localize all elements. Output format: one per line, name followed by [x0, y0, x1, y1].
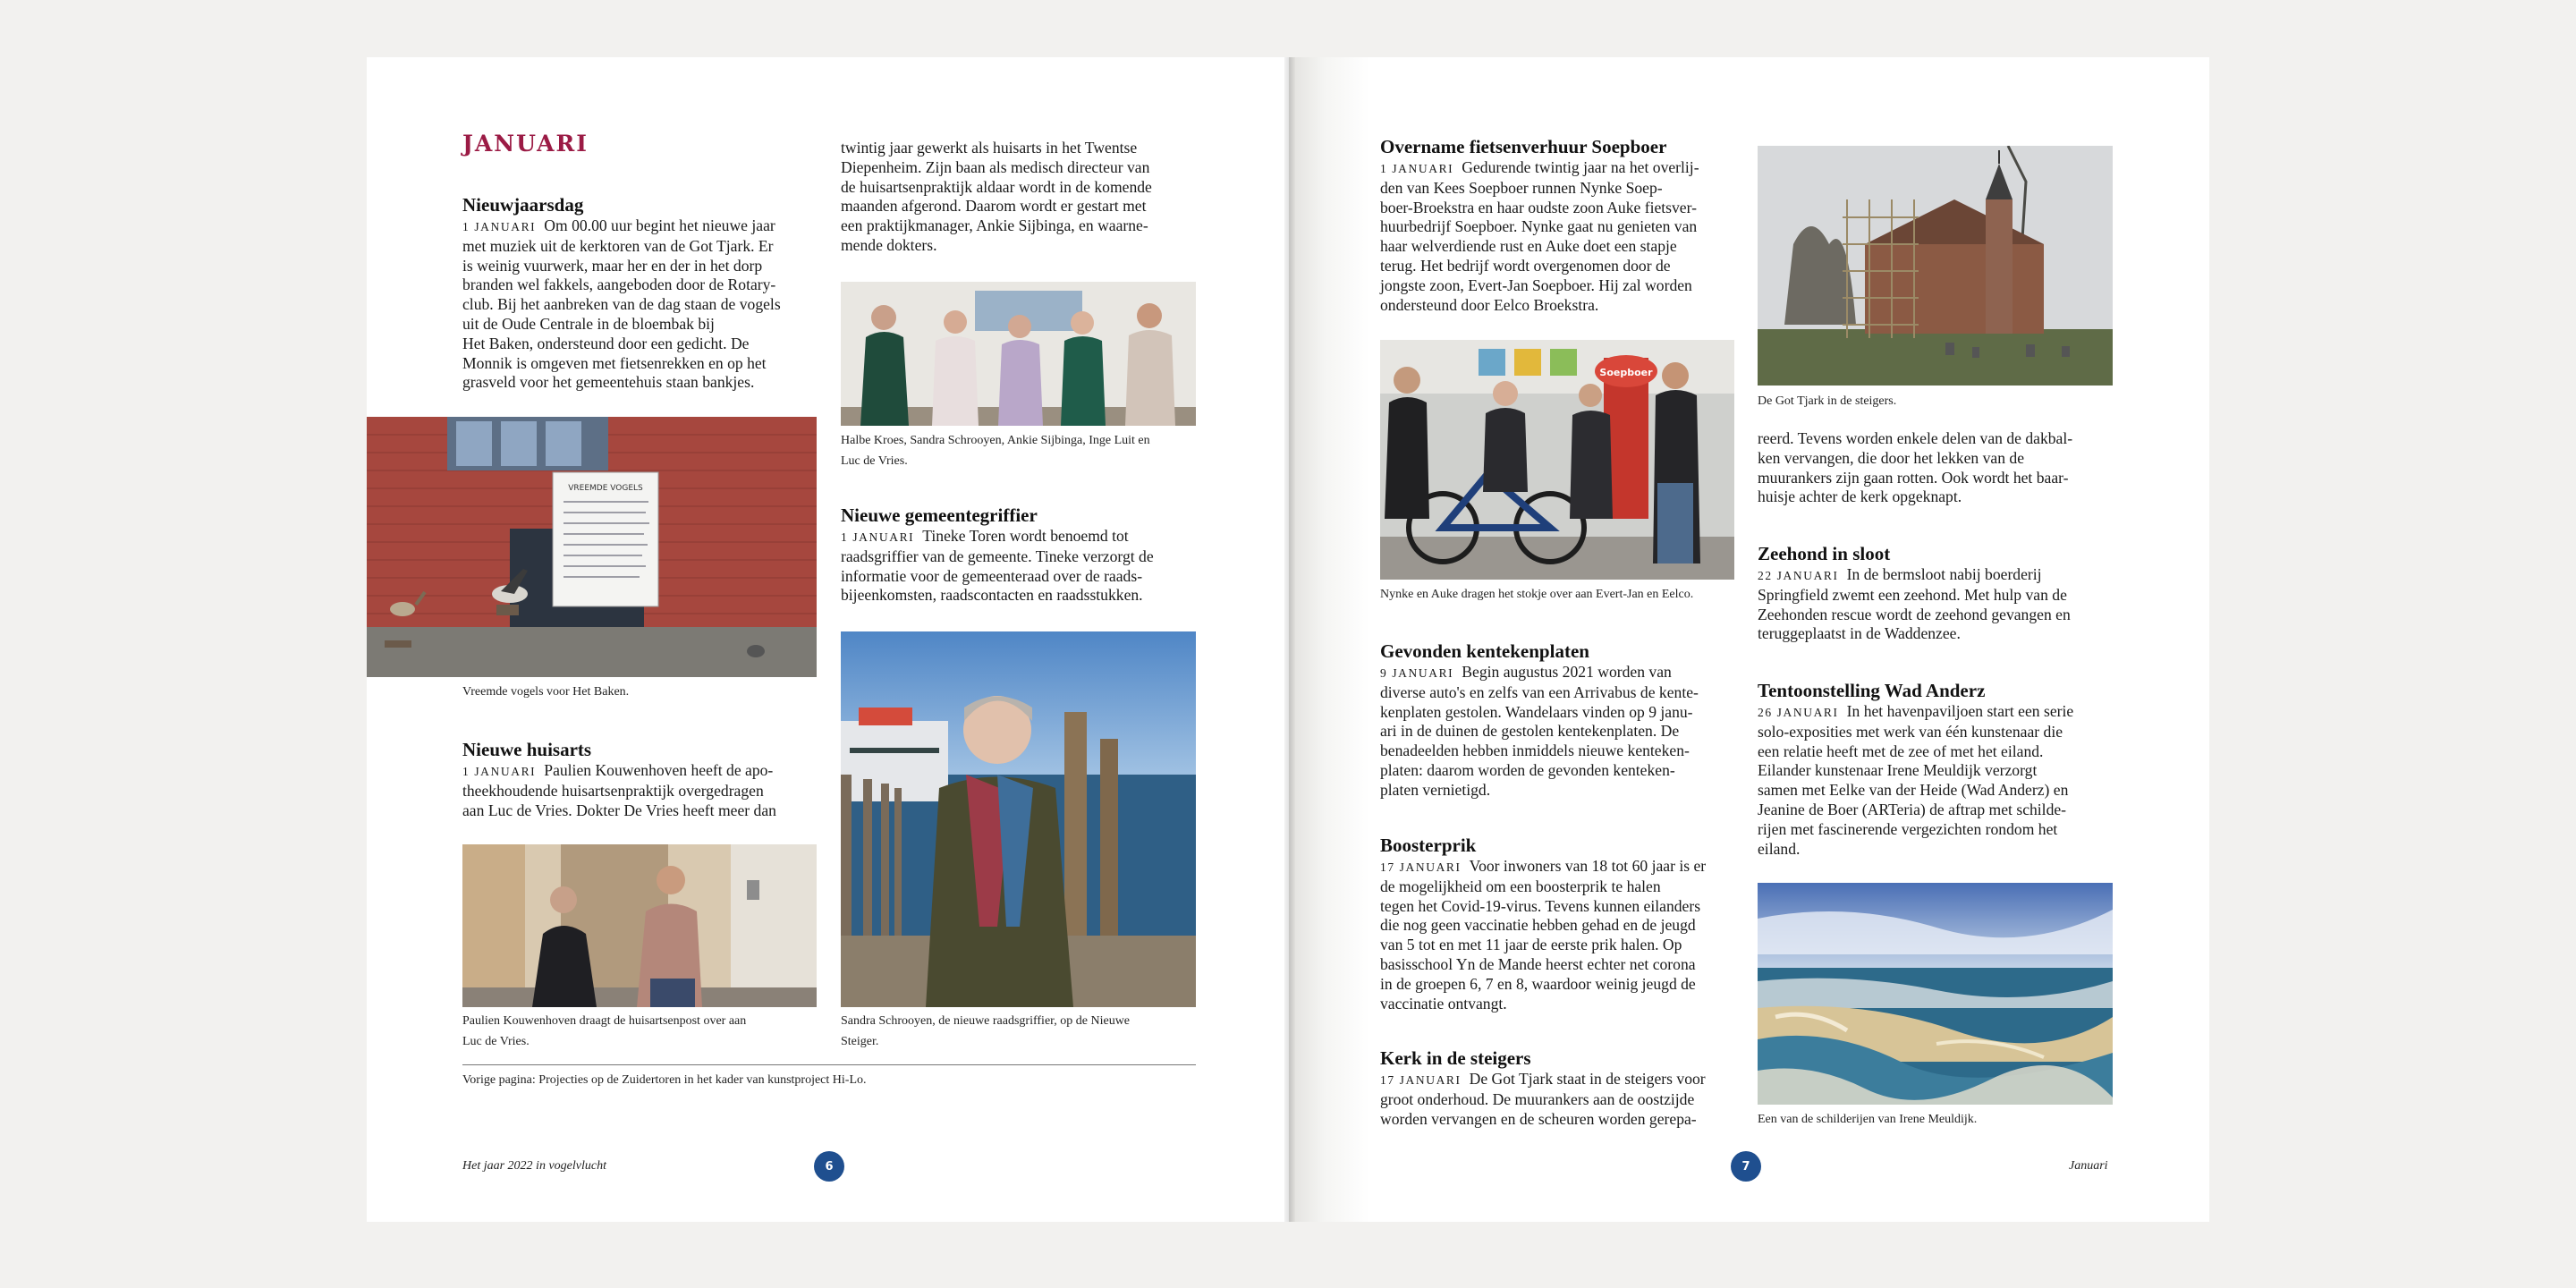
article-gemeentegriffier: [841, 504, 1199, 606]
article-body: 17 JANUARI De Got Tjark staat in de steigers voor groot onderhoud. De muurankers aan de oostzijde worden vervangen en de scheuren worden gerepa-: [1380, 1070, 1706, 1128]
photo-nieuwe-steiger: [841, 631, 1196, 1007]
divider-rule: [462, 1064, 1196, 1065]
article-title: Tentoonstelling Wad Anderz: [1758, 680, 1986, 701]
article-title: Boosterprik: [1380, 835, 1477, 856]
article-nieuwe-huisarts: [462, 738, 820, 820]
photo-vreemde-vogels: [367, 417, 817, 677]
photo-fietsenverhuur: [1380, 340, 1734, 580]
article-date: 9 JANUARI: [1380, 666, 1454, 680]
article-kentekenplaten: [1380, 640, 1742, 801]
article-date: 26 JANUARI: [1758, 706, 1839, 719]
book-spine: [1284, 57, 1295, 1222]
caption-overdracht: Paulien Kouwenhoven draagt de huisartsenpost over aan Luc de Vries.: [462, 1014, 747, 1048]
article-body: 1 JANUARI Paulien Kouwenhoven heeft de apo- theekhoudende huisartsenpraktijk overgedragen aan Luc de Vries. Dokter De Vries heeft meer dan: [462, 761, 776, 819]
caption-nieuwe-steiger: Sandra Schrooyen, de nieuwe raadsgriffier, op de Nieuwe Steiger.: [841, 1014, 1131, 1048]
article-title: Zeehond in sloot: [1758, 543, 1891, 564]
soepboer-sign-text: Soepboer: [1599, 367, 1653, 378]
footer-month: Januari: [2069, 1159, 2108, 1173]
article-kerk-steigers: [1380, 1046, 1742, 1129]
article-date: 22 JANUARI: [1758, 569, 1839, 582]
article-date: 17 JANUARI: [1380, 860, 1462, 874]
article-date: 1 JANUARI: [462, 765, 537, 778]
footer-book-title: Het jaar 2022 in vogelvlucht: [462, 1159, 606, 1173]
article-zeehond: [1758, 542, 2120, 644]
photo-overdracht: [462, 844, 817, 1007]
article-kerk-continuation: reerd. Tevens worden enkele delen van de dakbal- ken vervangen, die door het lekken van de muurankers zijn gaan rotten. Ook wordt het baar- huisje achter de kerk opgeknapt.: [1758, 429, 2073, 506]
article-body: 26 JANUARI In het havenpaviljoen start een serie solo-exposities met werk van één kunstenaar die een relatie heeft met de zee of met het eiland. Eilander kunstenaar Irene Meuldijk verzorgt samen met Eelke van der Heide (Wad Anderz) en Jeanine de Boer (ARTeria) de aftrap met schilde- rijen met fascinerende vergezichten rondom het eiland.: [1758, 702, 2074, 858]
article-soepboer: [1380, 135, 1742, 315]
article-huisarts-continuation: twintig jaar gewerkt als huisarts in het Twentse Diepenheim. Zijn baan als medisch directeur van de huisartsenpraktijk aldaar wordt in de komende maanden afgerond. Daarom wordt er gestart met een praktijkmanager, Ankie Sijbinga, en waarne- mende dokters.: [841, 139, 1152, 254]
article-date: 1 JANUARI: [462, 220, 537, 233]
article-body: 1 JANUARI Tineke Toren wordt benoemd tot raadsgriffier van de gemeente. Tineke verzorgt de informatie voor de gemeenteraad over de raads- bijeenkomsten, raadscontacten en raadsstukken.: [841, 527, 1154, 605]
article-body: 22 JANUARI In de bermsloot nabij boerderij Springfield zwemt een zeehond. Met hulp van de Zeehonden rescue wordt de zeehond gevangen en teruggeplaatst in de Waddenzee.: [1758, 565, 2071, 643]
article-date: 1 JANUARI: [1380, 162, 1454, 175]
photo-schilderij: [1758, 883, 2113, 1105]
photo-kerk: [1758, 146, 2113, 386]
page-number-left: 6: [814, 1151, 844, 1182]
article-body: 17 JANUARI Voor inwoners van 18 tot 60 jaar is er de mogelijkheid om een boosterprik te halen tegen het Covid-19-virus. Tevens kunnen eilanders die nog geen vaccinatie hebben gehad en de jeugd van 5 tot en met 11 jaar de eerste prik halen. Op basisschool Yn de Mande heerst echter net corona in de groepen 6, 7 en 8, waardoor weinig jeugd de vaccinatie ontvangt.: [1380, 857, 1707, 1013]
article-body: 1 JANUARI Om 00.00 uur begint het nieuwe jaar met muziek uit de kerktoren van de Got Tjark. Er is weinig vuurwerk, maar her en der in het dorp branden wel fakkels, aangeboden door de Rotary- club. Bij het aanbreken van de dag staan de vogels uit de Oude Centrale in de bloembak bij Het Baken, ondersteund door een gedicht. De Monnik is omgeven met fietsenrekken en op het grasveld voor het gemeentehuis staan bankjes.: [462, 216, 781, 392]
caption-vreemde-vogels: Vreemde vogels voor Het Baken.: [462, 685, 630, 699]
previous-page-note: Vorige pagina: Projecties op de Zuidertoren in het kader van kunstproject Hi-Lo.: [462, 1073, 867, 1087]
article-title: Nieuwe gemeentegriffier: [841, 504, 1038, 526]
article-wad-anderz: [1758, 679, 2120, 859]
article-boosterprik: [1380, 834, 1742, 1013]
page-number-right: 7: [1731, 1151, 1761, 1182]
article-title: Nieuwe huisarts: [462, 739, 592, 760]
photo-praktijkteam: [841, 282, 1196, 426]
caption-kerk: De Got Tjark in de steigers.: [1758, 394, 1897, 408]
sign-text: VREEMDE VOGELS: [568, 484, 643, 493]
article-date: 17 JANUARI: [1380, 1073, 1462, 1087]
article-body: 9 JANUARI Begin augustus 2021 worden van diverse auto's en zelfs van een Arrivabus de kente- kenplaten gestolen. Wandelaars vinden op 9 janu- ari in de duinen de gestolen kentekenplaten. De benadeelden hebben inmiddels nieuwe kenteken- platen: daarom worden de gevonden kenteken- platen vernietigd.: [1380, 663, 1699, 799]
article-title: Nieuwjaarsdag: [462, 194, 584, 216]
article-body: 1 JANUARI Gedurende twintig jaar na het overlij- den van Kees Soepboer runnen Nynke Soep- boer-Broekstra en haar oudste zoon Auke fietsver- huurbedrijf Soepboer. Nynke gaat nu genieten van haar welverdiende rust en Auke doet een stapje terug. Het bedrijf wordt overgenomen door de jongste zoon, Evert-Jan Soepboer. Hij zal worden ondersteund door Eelco Broekstra.: [1380, 158, 1699, 314]
article-date: 1 JANUARI: [841, 530, 915, 544]
article-title: Overname fietsenverhuur Soepboer: [1380, 136, 1667, 157]
caption-schilderij: Een van de schilderijen van Irene Meuldijk.: [1758, 1113, 1978, 1126]
article-title: Kerk in de steigers: [1380, 1047, 1531, 1069]
caption-fietsenverhuur: Nynke en Auke dragen het stokje over aan Evert-Jan en Eelco.: [1380, 588, 1694, 601]
article-title: Gevonden kentekenplaten: [1380, 640, 1589, 662]
month-heading: JANUARI: [462, 131, 589, 157]
article-nieuwjaarsdag: [462, 193, 820, 393]
caption-praktijkteam: Halbe Kroes, Sandra Schrooyen, Ankie Sijbinga, Inge Luit en Luc de Vries.: [841, 434, 1150, 468]
